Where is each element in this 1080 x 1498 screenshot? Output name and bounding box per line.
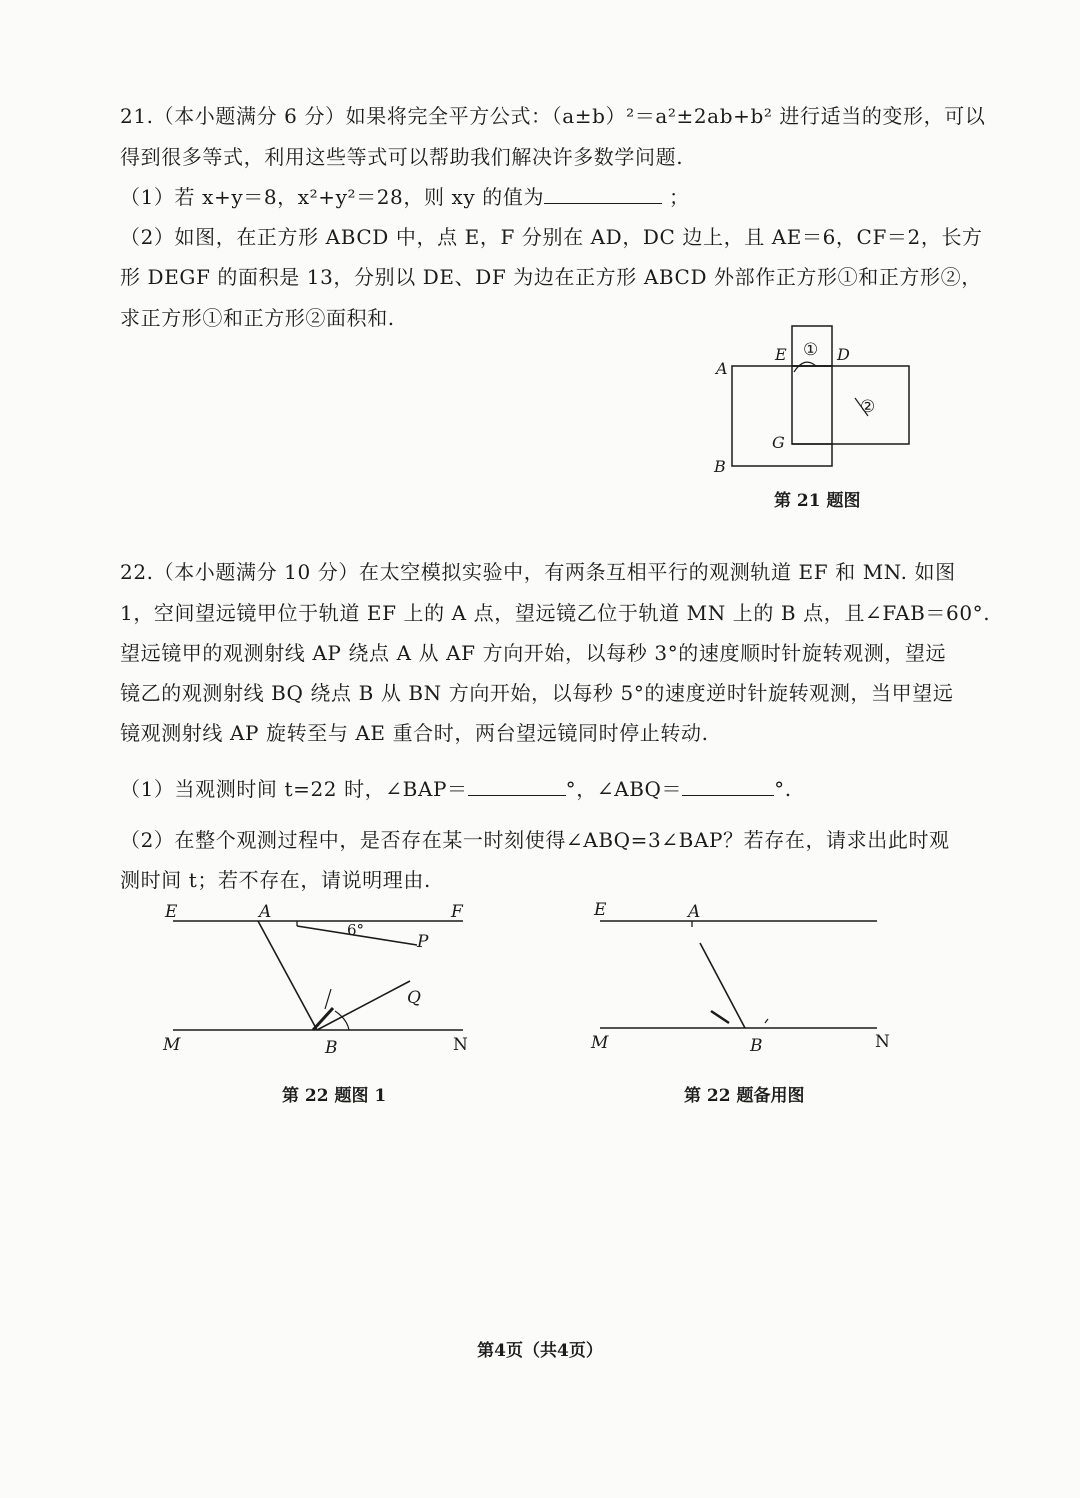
segment-b-ray	[700, 943, 745, 1028]
fig1-label-a: A	[259, 902, 272, 922]
fig1-label-b: B	[325, 1038, 338, 1058]
fig2-label-e: E	[594, 900, 607, 920]
q21-part-2-line-2: 形 DEGF 的面积是 13，分别以 DE、DF 为边在正方形 ABCD 外部作正方形①和正方形②，	[120, 265, 982, 289]
q22-line-1: 22.（本小题满分 10 分）在太空模拟实验中，有两条互相平行的观测轨道 EF 和 MN. 如图	[120, 560, 956, 584]
fig1-angle-mark: 6°	[347, 921, 365, 939]
q22-bap-blank[interactable]	[468, 775, 566, 796]
q21-part-1	[120, 183, 690, 211]
q21-line-2: 得到很多等式，利用这些等式可以帮助我们解决许多数学问题.	[120, 145, 684, 169]
fig1-label-q: Q	[407, 988, 421, 1008]
label-a: A	[716, 359, 728, 378]
q22-line-4: 镜乙的观测射线 BQ 绕点 B 从 BN 方向开始，以每秒 5°的速度逆时针旋转观测，当甲望远	[120, 681, 954, 705]
fig2-label-a: A	[688, 902, 701, 922]
label-d: D	[837, 345, 850, 364]
q22-abq-blank[interactable]	[682, 775, 774, 796]
label-b: B	[714, 457, 726, 476]
q21-figure-caption: 第 21 题图	[774, 491, 861, 511]
label-square-1: ①	[803, 340, 819, 360]
q21-part-1-end: ；	[669, 185, 690, 209]
q21-answer-blank[interactable]	[544, 183, 662, 204]
q21-line-1: 21.（本小题满分 6 分）如果将完全平方公式：（a±b）²＝a²±2ab+b² 进行适当的变形，可以	[120, 104, 986, 128]
q21-part-2-line-3: 求正方形①和正方形②面积和.	[120, 306, 395, 330]
q22-line-2: 1，空间望远镜甲位于轨道 EF 上的 A 点，望远镜乙位于轨道 MN 上的 B 点，且∠FAB＝60°.	[120, 601, 991, 625]
fig1-label-f: F	[451, 902, 463, 922]
fig2-label-m: M	[591, 1033, 609, 1053]
label-e: E	[775, 345, 787, 364]
q22-part-2-line-2: 测时间 t；若不存在，请说明理由.	[120, 868, 431, 892]
q21-part-2-line-1: （2）如图，在正方形 ABCD 中，点 E，F 分别在 AD，DC 边上，且 AE＝6，CF＝2，长方	[120, 225, 983, 249]
q22-line-5: 镜观测射线 AP 旋转至与 AE 重合时，两台望远镜同时停止转动.	[120, 721, 709, 745]
fig2-label-n: N	[875, 1032, 890, 1052]
q22-part-1-text-a: （1）当观测时间 t=22 时，∠BAP＝	[120, 777, 468, 801]
page-footer: 第4页（共4页）	[477, 1341, 603, 1361]
q21-figure	[700, 320, 940, 480]
fig1-label-m: M	[163, 1035, 181, 1055]
fig1-label-e: E	[165, 902, 178, 922]
q22-part-1	[120, 775, 792, 803]
q22-figure-2-caption: 第 22 题备用图	[684, 1086, 805, 1106]
q22-figure-1	[155, 895, 495, 1058]
ray-bq	[317, 981, 410, 1030]
q21-part-1-text: （1）若 x+y＝8，x²+y²＝28，则 xy 的值为	[120, 185, 545, 209]
q22-line-3: 望远镜甲的观测射线 AP 绕点 A 从 AF 方向开始，以每秒 3°的速度顺时针旋转观测，望远	[120, 641, 947, 665]
segment-ab	[258, 921, 317, 1030]
fig2-label-b: B	[750, 1036, 763, 1056]
q22-part-2-line-1: （2）在整个观测过程中，是否存在某一时刻使得∠ABQ=3∠BAP？若存在，请求出此时观	[120, 828, 950, 852]
label-g: G	[772, 433, 785, 452]
q22-figure-2	[585, 895, 905, 1055]
q22-part-1-text-b: °，∠ABQ＝	[565, 777, 683, 801]
fig1-label-n: N	[453, 1035, 468, 1055]
fig1-label-p: P	[417, 932, 429, 952]
q22-figure-1-caption: 第 22 题图 1	[282, 1086, 387, 1106]
q22-part-1-text-c: °.	[774, 777, 792, 801]
label-square-2: ②	[860, 397, 876, 417]
rect-degf-and-square-2	[792, 366, 909, 444]
